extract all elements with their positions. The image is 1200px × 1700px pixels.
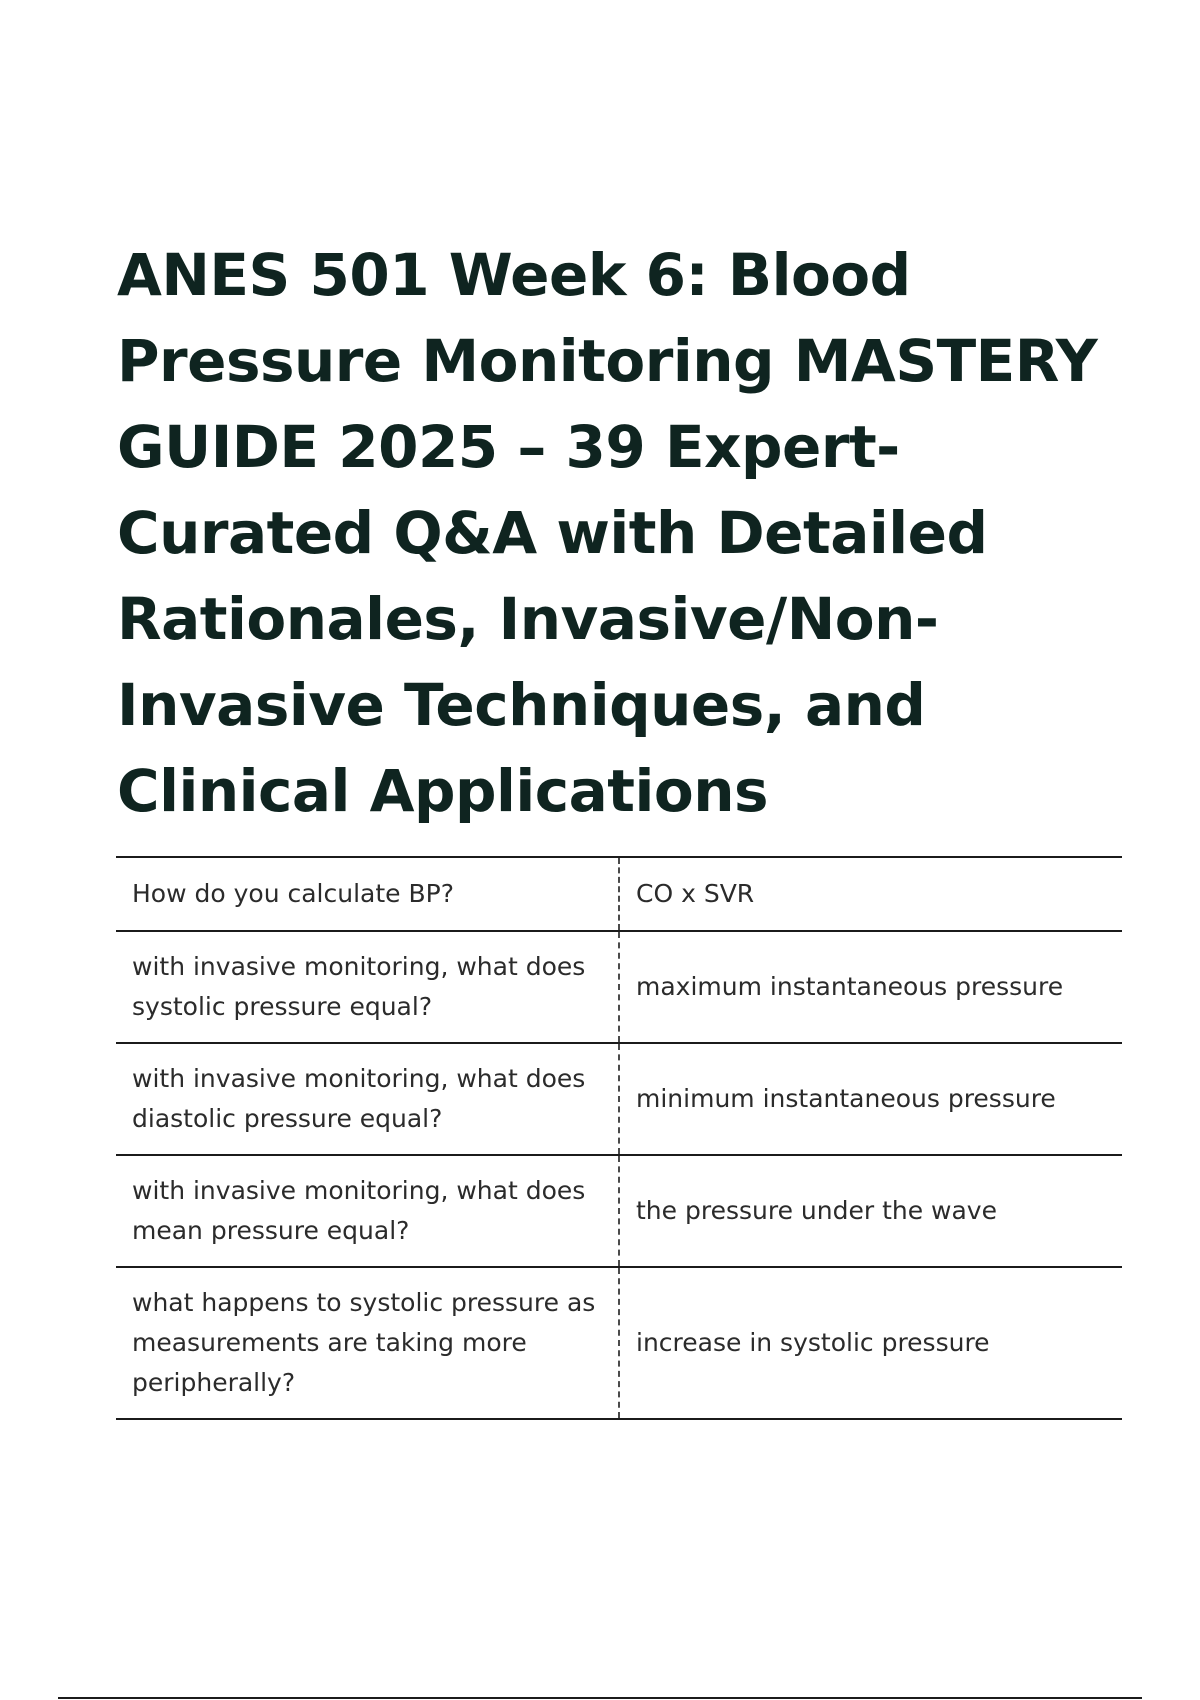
question-cell: with invasive monitoring, what does mean pressure equal? [116, 1155, 619, 1267]
table-row [116, 931, 1122, 1043]
answer-cell: CO x SVR [619, 857, 1122, 931]
question-cell: with invasive monitoring, what does diastolic pressure equal? [116, 1043, 619, 1155]
qa-table [116, 856, 1122, 1420]
table-row [116, 857, 1122, 931]
answer-cell: the pressure under the wave [619, 1155, 1122, 1267]
question-cell: How do you calculate BP? [116, 857, 619, 931]
document-title: ANES 501 Week 6: Blood Pressure Monitoring MASTERY GUIDE 2025 – 39 Expert-Curated Q&A with Detailed Rationales, Invasive/Non-Invasive Techniques, and Clinical Applications [117, 241, 1098, 825]
table-row [116, 1043, 1122, 1155]
table-row [116, 1267, 1122, 1419]
table-row [116, 1155, 1122, 1267]
question-cell: with invasive monitoring, what does systolic pressure equal? [116, 931, 619, 1043]
footer-divider [58, 1697, 1142, 1699]
answer-cell: increase in systolic pressure [619, 1267, 1122, 1419]
answer-cell: minimum instantaneous pressure [619, 1043, 1122, 1155]
answer-cell: maximum instantaneous pressure [619, 931, 1122, 1043]
question-cell: what happens to systolic pressure as measurements are taking more peripherally? [116, 1267, 619, 1419]
